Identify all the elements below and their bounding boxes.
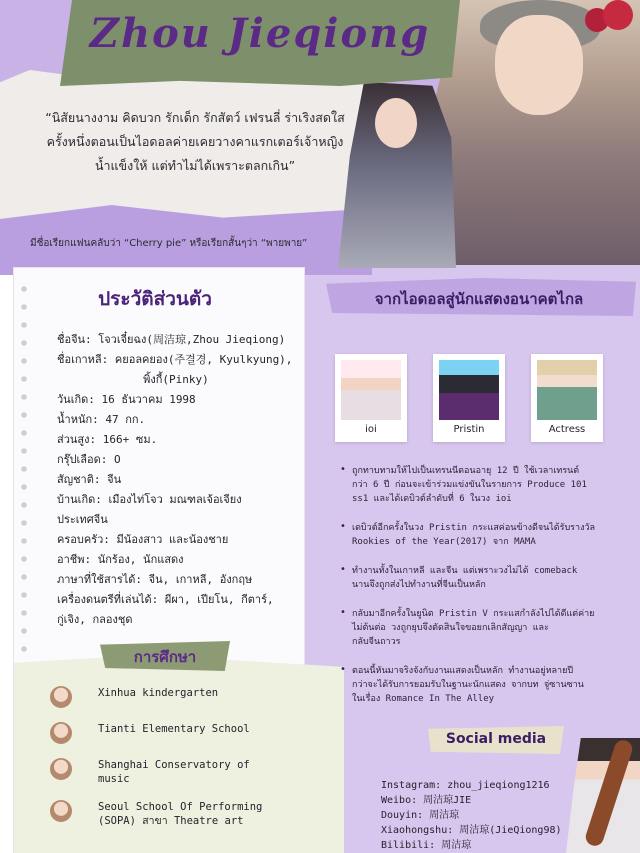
career-text: [352, 464, 587, 506]
education-item: [50, 686, 310, 708]
education-item: [50, 758, 310, 786]
career-line: กลับมาอีกครั้งในยูนิต Pristin V กระแสกำลังไปได้ดีแต่ค่าย: [352, 609, 595, 619]
education-line: Tianti Elementary School: [98, 723, 250, 735]
polaroid-ioi: [335, 354, 407, 442]
bio-line: กรุ๊ปเลือด: O: [57, 453, 121, 466]
education-line: Shanghai Conservatory of: [98, 759, 250, 771]
career-line: ถูกทาบทามให้ไปเป็นเทรนนีตอนอายุ 12 ปี ใช้เวลาเทรนต์: [352, 466, 580, 476]
bio-title: ประวัติส่วนตัว: [98, 288, 212, 310]
education-line: Xinhua kindergarten: [98, 687, 219, 699]
career-line: Rookies of the Year(2017) จาก MAMA: [352, 537, 536, 547]
social-instagram: Instagram: zhou_jieqiong1216: [381, 780, 550, 791]
page-title: Zhou Jieqiong: [89, 10, 431, 57]
career-text: [352, 664, 584, 706]
education-line: Seoul School Of Performing: [98, 801, 263, 813]
bio-line: เครื่องดนตรีที่เล่นได้: ผีผา, เปียโน, กีตาร์,: [57, 593, 274, 606]
elementary-photo-icon: [50, 722, 72, 744]
bio-line: ภาษาที่ใช้สารได้: จีน, เกาหลี, อังกฤษ: [57, 573, 253, 586]
polaroid-caption: Actress: [548, 424, 586, 435]
social-list: [381, 778, 581, 853]
education-text: [98, 758, 250, 786]
career-bullet: [340, 521, 625, 549]
bio-line: บ้านเกิด: เมืองไท่โจว มณฑลเจ้อเจียง: [57, 493, 242, 506]
career-bullet: [340, 464, 625, 506]
conservatory-photo-icon: [50, 758, 72, 780]
career-bullet: [340, 607, 625, 649]
bio-line: ครอบครัว: มีน้องสาว และน้องชาย: [57, 533, 229, 546]
education-line: (SOPA) สาขา Theatre art: [98, 815, 244, 827]
career-text: [352, 521, 595, 549]
career-text: [352, 607, 594, 649]
bio-line: สัญชาติ: จีน: [57, 473, 122, 486]
bio-line: ส่วนสูง: 166+ ซม.: [57, 433, 158, 446]
polaroid-caption: Pristin: [453, 424, 485, 435]
polaroid-actress: [531, 354, 603, 442]
bio-line: ชื่อจีน: โจวเจี๋ยฉง(周洁琼,Zhou Jieqiong): [57, 333, 286, 346]
career-bullet: [340, 664, 625, 706]
education-text: [98, 800, 262, 828]
bullet-dot-icon: •: [340, 664, 346, 675]
bio-line: อาชีพ: นักร้อง, นักแสดง: [57, 553, 184, 566]
quote-line: “นิสัยนางงาม คิดบวก รักเด็ก รักสัตว์ เฟรนลี่ ร่าเริงสดใส: [45, 110, 345, 125]
career-bullet: [340, 564, 625, 592]
career-line: นานจึงถูกส่งไปทำงานที่จีนเป็นหลัก: [352, 580, 486, 590]
social-weibo: Weibo: 周洁琼JIE: [381, 795, 472, 806]
actress-photo: [537, 360, 597, 420]
bio-line: ชื่อเกาหลี: คยอลคยอง(주결경, Kyulkyung),: [57, 353, 293, 366]
social-douyin: Douyin: 周洁琼: [381, 810, 460, 821]
bio-line: กู่เจิง, กลองชุด: [57, 613, 133, 626]
career-line: กว่า 6 ปี ก่อนจะเข้าร่วมแข่งขันในรายการ Produce 101: [352, 480, 587, 490]
social-bilibili: Bilibili: 周洁琼: [381, 840, 472, 851]
education-title: การศึกษา: [133, 648, 197, 666]
bio-line: น้ำหนัก: 47 กก.: [57, 413, 146, 426]
kindergarten-photo-icon: [50, 686, 72, 708]
social-title: Social media: [445, 731, 547, 747]
sopa-photo-icon: [50, 800, 72, 822]
education-line: music: [98, 773, 130, 785]
polaroid-pristin: [433, 354, 505, 442]
education-text: [98, 686, 218, 700]
career-line: ทำงานทั้งในเกาหลี และจีน แต่เพราะวงไม่ได้ comeback: [352, 566, 578, 576]
education-list: [50, 686, 310, 842]
polaroid-caption: ioi: [365, 424, 377, 435]
quote-line: น้ำแข็งให้ แต่ทำไม่ได้เพราะตลกเกิน”: [94, 158, 296, 173]
bio-line: วันเกิด: 16 ธันวาคม 1998: [57, 393, 196, 406]
bullet-dot-icon: •: [340, 607, 346, 618]
career-list: [340, 464, 625, 721]
ioi-photo: [341, 360, 401, 420]
bullet-dot-icon: •: [340, 521, 346, 532]
quote-line: ครั้งหนึ่งตอนเป็นไอดอลค่ายเคยวางคาแรกเตอร์เจ้าหญิง: [46, 134, 344, 149]
career-line: ในเรื่อง Romance In The Alley: [352, 694, 495, 704]
education-text: [98, 722, 250, 736]
career-line: ไม่ต้นต่อ วงถูกยุบจึงตัดสินใจขอยกเลิกสัญญา และ: [352, 623, 549, 633]
stage-face: [375, 98, 417, 148]
career-text: [352, 564, 577, 592]
portrait-face: [495, 15, 583, 115]
career-line: ss1 และได้เดบิวต์ลำดับที่ 6 ในวง ioi: [352, 494, 512, 504]
social-xiaohongshu: Xiaohongshu: 周洁琼(JieQiong98): [381, 825, 562, 836]
career-line: ตอนนี้หันมาจริงจังกับงานแสดงเป็นหลัก ทำงานอยู่หลายปี: [352, 666, 574, 676]
career-line: กลับจีนถาวร: [352, 637, 401, 647]
quote: [30, 106, 360, 178]
nickname-text: มีชื่อเรียกแฟนคลับว่า “Cherry pie” หรือเรียกสั้นๆว่า “พายพาย”: [30, 238, 308, 249]
education-item: [50, 722, 310, 744]
cherry-ornament-icon: [603, 0, 633, 30]
bio-line: ประเทศจีน: [57, 513, 108, 526]
bio-line: พิ้งกี้(Pinky): [57, 373, 209, 386]
career-title: จากไอดอลสู่นักแสดงอนาคตไกล: [374, 290, 584, 308]
education-item: [50, 800, 310, 828]
pristin-photo: [439, 360, 499, 420]
career-line: กว่าจะได้รับการยอมรับในฐานะนักแสดง จากบท จู่ซานซาน: [352, 680, 584, 690]
bullet-dot-icon: •: [340, 564, 346, 575]
career-line: เดบิวต์อีกครั้งในวง Pristin กระแสค่อนข้างดีจนได้รับรางวัล: [352, 523, 596, 533]
bio-list: [57, 330, 297, 630]
bullet-dot-icon: •: [340, 464, 346, 475]
